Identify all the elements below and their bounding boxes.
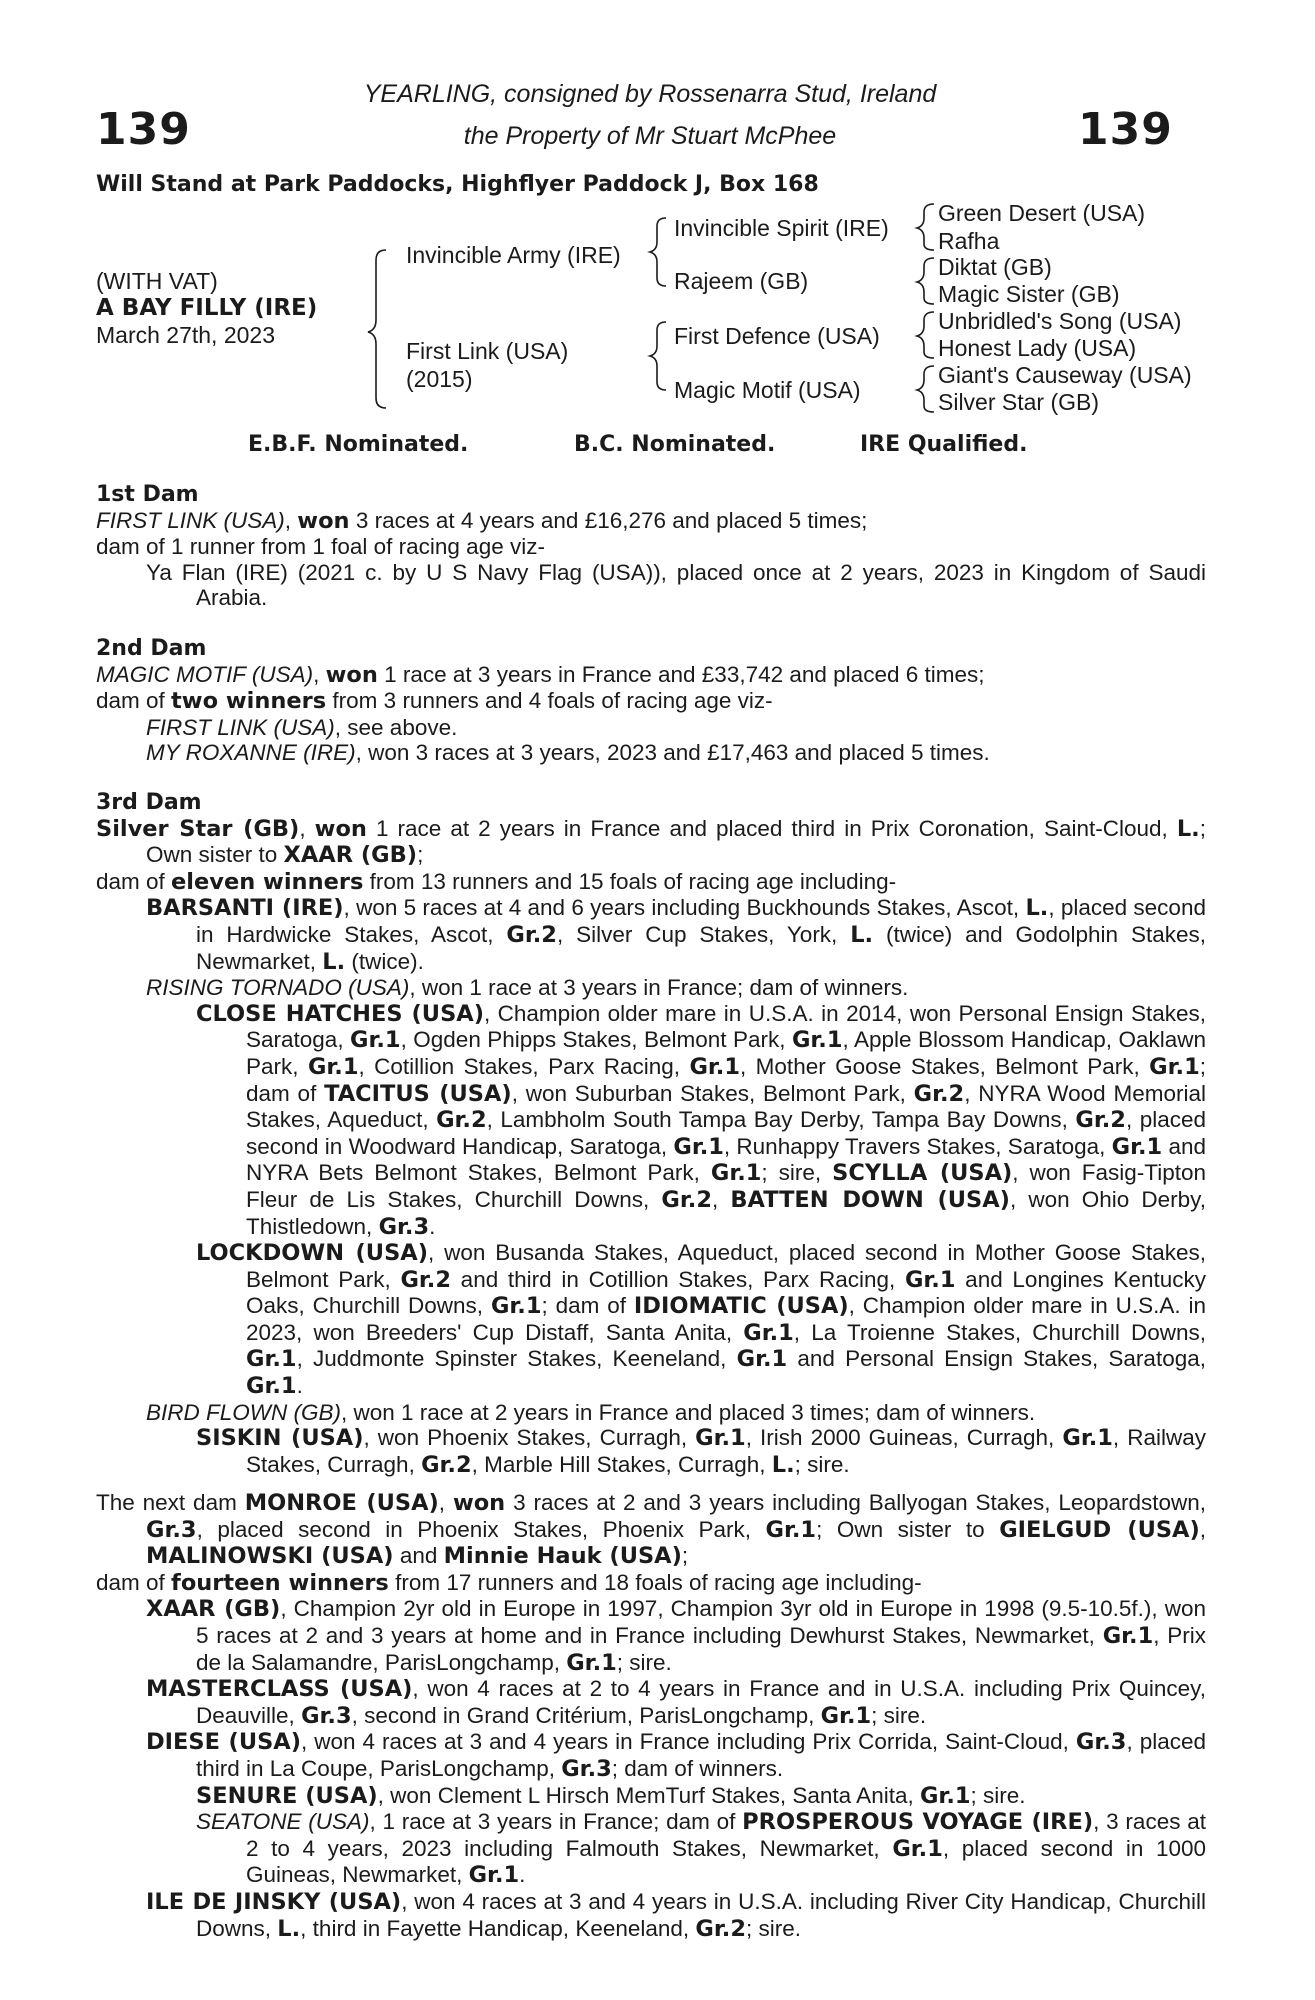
text: , Irish 2000 Guineas, Curragh, — [745, 1425, 1063, 1451]
text: , won 3 races at 3 years, 2023 and £17,463 and placed 5 times. — [355, 740, 990, 766]
grade: Gr.1 — [820, 1702, 872, 1729]
second-dam-name: MAGIC MOTIF (USA) — [96, 661, 314, 687]
progeny-name: FIRST LINK (USA) — [146, 714, 335, 740]
text: ; Own sister to — [146, 815, 1206, 868]
grade: Gr.1 — [1102, 1622, 1154, 1649]
text: from 13 runners and 15 foals of racing age including- — [363, 868, 897, 894]
grade: Gr.3 — [378, 1213, 430, 1240]
first-dam-produce-summary: dam of 1 runner from 1 foal of racing age viz- — [96, 534, 545, 560]
text: , won 1 race at 2 years in France and placed 3 times; dam of winners. — [341, 1399, 1036, 1425]
sire: Invincible Army (IRE) — [406, 242, 621, 268]
grade: Gr.1 — [892, 1835, 943, 1862]
lot-number-left: 139 — [96, 104, 191, 155]
text: , Cotillion Stakes, Parx Racing, — [358, 1053, 690, 1079]
text: ; — [417, 842, 424, 868]
grade: Gr.2 — [695, 1915, 746, 1942]
text: , placed second in Woodward Handicap, Saratoga, — [246, 1107, 1206, 1159]
grade: Gr.1 — [246, 1373, 297, 1400]
grade: Gr.1 — [350, 1027, 401, 1054]
progeny-name: SCYLLA (USA) — [832, 1160, 1013, 1187]
grade: Gr.3 — [146, 1516, 197, 1543]
third-dam-section: 3rd Dam Silver Star (GB), won 1 race at 2 years in France and placed third in Prix Coronation, Saint-Cloud, L.; Own sister to XAAR (GB); dam of eleven winners from 13 runners and 15 foals of racing age including- BARSANTI (IRE), won 5 races at 4 and 6 years including Buckhounds Stakes, Ascot, L., placed second in Hardwicke Stakes, Ascot, Gr.2, Silver Cup Stakes, York, L. (twice) and Godolphin Stakes, Newmarket, L. (twice). RISING TORNADO (USA), won 1 race at 3 years in France; dam of winners. CLOSE HATCHES (USA), Champion older mare in U.S.A. in 2014, won Personal Ensign Stakes, Saratoga, Gr.1, Ogden Phipps Stakes, Belmont Park, Gr.1, Apple Blossom Handicap, Oaklawn Park, Gr.1, Cotillion Stakes, Parx Racing, Gr.1, Mother Goose Stakes, Belmont Park, Gr.1; dam of TACITUS (USA), won Suburban Stakes, Belmont Park, Gr.2, NYRA Wood Memorial Stakes, Aqueduct, Gr.2, Lambholm South Tampa Bay Derby, Tampa Bay Downs, Gr.2, placed second in Woodward Handicap, Saratoga, Gr.1, Runhappy Travers Stakes, Saratoga, Gr.1 and NYRA Bets Belmont Stakes, Belmont Park, Gr.1; sire, SCYLLA (USA), won Fasig-Tipton Fleur de Lis Stakes, Churchill Downs, Gr.2, BATTEN DOWN (USA), won Ohio Derby, Thistledown, Gr.3. LOCKDOWN (USA), won Busanda Stakes, Aqueduct, placed second in Mother Goose Stakes, Belmont Park, Gr.2 and third in Cotillion Stakes, Parx Racing, Gr.1 and Longines Kentucky Oaks, Churchill Downs, Gr.1; dam of IDIOMATIC (USA), Champion older mare in U.S.A. in 2023, won Breeders' Cup Distaff, Santa Anita, Gr.1, La Troienne Stakes, Churchill Downs, Gr.1, Juddmonte Spinster Stakes, Keeneland, Gr.1 and Personal Ensign Stakes, Saratoga, Gr.1. BIRD FLOWN (GB), won 1 race at 2 years in France and placed 3 times; dam of winners. SISKIN (USA), won Phoenix Stakes, Curragh, Gr.1, Irish 2000 Guineas, Curragh, Gr.1, Railway Stakes, Curragh, Gr.2, Marble Hill Stakes, Curragh, L.; sire. — [96, 790, 1207, 1478]
text: , Prix de la Salamandre, ParisLongchamp, — [196, 1622, 1206, 1675]
text: ; sire, — [761, 1160, 833, 1186]
sibling-name: XAAR (GB) — [283, 842, 418, 869]
grade: Gr.1 — [468, 1862, 520, 1889]
text: , see above. — [334, 714, 458, 740]
sibling-name: MALINOWSKI (USA) — [146, 1543, 394, 1570]
text: ; Own sister to — [816, 1516, 1000, 1542]
grade: L. — [1025, 895, 1049, 922]
text: and Personal Ensign Stakes, Saratoga, — [787, 1346, 1206, 1372]
text: ; — [681, 1543, 689, 1569]
sire-sire-dam: Rafha — [938, 228, 1000, 254]
progeny-name: ILE DE JINSKY (USA) — [146, 1888, 402, 1915]
sibling-name: GIELGUD (USA) — [999, 1516, 1200, 1543]
text: from 17 runners and 18 foals of racing age including- — [388, 1569, 922, 1595]
grade: Gr.1 — [736, 1346, 788, 1373]
dam-sire-dam: Honest Lady (USA) — [938, 335, 1137, 361]
grade: Gr.2 — [506, 921, 557, 948]
text: ; sire. — [616, 1649, 672, 1675]
text: , — [1199, 1516, 1207, 1542]
first-dam-name: FIRST LINK (USA) — [96, 507, 285, 533]
next-dam-section: The next dam MONROE (USA), won 3 races at 2 and 3 years including Ballyogan Stakes, Leopardstown, Gr.3, placed second in Phoenix Stakes, Phoenix Park, Gr.1; Own sister to GIELGUD (USA), MALINOWSKI (USA) and Minnie Hauk (USA); dam of fourteen winners from 17 runners and 18 foals of racing age including- XAAR (GB), Champion 2yr old in Europe in 1997, Champion 3yr old in Europe in 1998 (9.5-10.5f.), won 5 races at 2 and 3 years at home and in France including Dewhurst Stakes, Newmarket, Gr.1, Prix de la Salamandre, ParisLongchamp, Gr.1; sire. MASTERCLASS (USA), won 4 races at 2 to 4 years in France and in U.S.A. including Prix Quincey, Deauville, Gr.3, second in Grand Critérium, ParisLongchamp, Gr.1; sire. DIESE (USA), won 4 races at 3 and 4 years in France including Prix Corrida, Saint-Cloud, Gr.3, placed third in La Coupe, ParisLongchamp, Gr.3; dam of winners. SENURE (USA), won Clement L Hirsch MemTurf Stakes, Santa Anita, Gr.1; sire. SEATONE (USA), 1 race at 3 years in France; dam of PROSPEROUS VOYAGE (IRE), 3 races at 2 to 4 years, 2023 including Falmouth Stakes, Newmarket, Gr.1, placed second in 1000 Guineas, Newmarket, Gr.1. ILE DE JINSKY (USA), won 4 races at 3 and 4 years in U.S.A. including River City Handicap, Churchill Downs, L., third in Fayette Handicap, Keeneland, Gr.2; sire. — [96, 1490, 1207, 1942]
progeny-name: CLOSE HATCHES (USA) — [196, 1000, 484, 1027]
text: dam of — [96, 688, 172, 714]
progeny-name: PROSPEROUS VOYAGE (IRE) — [742, 1809, 1094, 1836]
text: , Mother Goose Stakes, Belmont Park, — [740, 1053, 1150, 1079]
ebf-nomination: E.B.F. Nominated. — [248, 432, 469, 457]
grade: Gr.2 — [421, 1451, 472, 1478]
grade: Gr.3 — [1075, 1729, 1127, 1756]
grade: Gr.3 — [561, 1755, 612, 1782]
text: , placed second in Hardwicke Stakes, Ascot, — [196, 895, 1206, 947]
text: , won Ohio Derby, Thistledown, — [246, 1186, 1206, 1239]
grade: Gr.2 — [1075, 1107, 1126, 1134]
second-dam-heading: 2nd Dam — [96, 636, 207, 661]
second-dam-record: 1 race at 3 years in France and £33,742 and placed 6 times; — [377, 661, 985, 687]
text: ; sire. — [871, 1702, 927, 1728]
grade: Gr.1 — [566, 1649, 617, 1676]
grade: Gr.1 — [904, 1266, 956, 1293]
text: , Lambholm South Tampa Bay Derby, Tampa Bay Downs, — [486, 1107, 1076, 1133]
text: (twice). — [345, 948, 424, 974]
won-label: won — [452, 1490, 506, 1516]
progeny-name: MASTERCLASS (USA) — [146, 1676, 413, 1703]
text: ; dam of winners. — [611, 1755, 784, 1781]
text: 1 race at 2 years in France and placed third in Prix Coronation, Saint-Cloud, — [366, 815, 1177, 841]
text: ; dam of — [246, 1053, 1206, 1106]
dam-sire-sire: Unbridled's Song (USA) — [938, 308, 1182, 334]
grade: Gr.1 — [689, 1053, 741, 1080]
text: (twice) and Godolphin Stakes, Newmarket, — [196, 921, 1206, 974]
grade: Gr.2 — [661, 1186, 712, 1213]
first-dam-record: 3 races at 4 years and £16,276 and placed 5 times; — [349, 507, 868, 533]
text: , third in Fayette Handicap, Keeneland, — [300, 1915, 696, 1941]
sibling-name: Minnie Hauk (USA) — [443, 1543, 682, 1570]
third-dam-name: Silver Star (GB) — [96, 815, 300, 842]
second-dam-section: 2nd Dam MAGIC MOTIF (USA), won 1 race at 3 years in France and £33,742 and placed 6 times; dam of two winners from 3 runners and 4 foals of racing age viz- FIRST LINK (USA), see above. MY ROXANNE (IRE), won 3 races at 3 years, 2023 and £17,463 and placed 5 times. — [96, 636, 1206, 766]
grade: Gr.1 — [765, 1516, 817, 1543]
text: ; sire. — [970, 1782, 1026, 1808]
next-dam-name: MONROE (USA) — [244, 1490, 439, 1516]
text: The next dam — [96, 1490, 245, 1515]
text: and NYRA Bets Belmont Stakes, Belmont Park, — [246, 1133, 1206, 1186]
text: 3 races at 2 and 3 years including Ballyogan Stakes, Leopardstown, — [505, 1490, 1206, 1515]
text: from 3 runners and 4 foals of racing age viz- — [326, 688, 773, 714]
grade: L. — [322, 948, 346, 975]
text: dam of — [96, 868, 172, 894]
text: and Longines Kentucky Oaks, Churchill Downs, — [246, 1266, 1206, 1319]
text: , won 4 races at 2 to 4 years in France and in U.S.A. including Prix Quincey, Deauville, — [196, 1676, 1206, 1728]
text: , Runhappy Travers Stakes, Saratoga, — [723, 1133, 1112, 1159]
text: , 1 race at 3 years in France; dam of — [369, 1809, 743, 1835]
text: , won Fasig-Tipton Fleur de Lis Stakes, Churchill Downs, — [246, 1160, 1206, 1212]
grade: Gr.2 — [400, 1266, 451, 1293]
ire-qualified: IRE Qualified. — [860, 432, 1028, 457]
vat-note: (WITH VAT) — [96, 268, 218, 294]
stand-location: Will Stand at Park Paddocks, Highflyer Paddock J, Box 168 — [96, 172, 819, 197]
text: , won 1 race at 3 years in France; dam of winners. — [409, 975, 909, 1001]
text: , Champion older mare in U.S.A. in 2023, won Breeders' Cup Distaff, Santa Anita, — [246, 1293, 1207, 1345]
text: and third in Cotillion Stakes, Parx Racing, — [451, 1266, 905, 1292]
grade: Gr.1 — [1149, 1053, 1200, 1080]
text: , Railway Stakes, Curragh, — [246, 1425, 1206, 1477]
grade: L. — [850, 921, 874, 948]
progeny-name: DIESE (USA) — [146, 1729, 301, 1756]
won-label: won — [297, 507, 350, 534]
foaling-date: March 27th, 2023 — [96, 322, 276, 348]
progeny-name: LOCKDOWN (USA) — [196, 1240, 428, 1267]
progeny-name: SENURE (USA) — [196, 1782, 378, 1809]
dam-year: (2015) — [406, 366, 473, 392]
text: , Champion older mare in U.S.A. in 2014, won Personal Ensign Stakes, Saratoga, — [246, 1000, 1206, 1053]
text: , Ogden Phipps Stakes, Belmont Park, — [400, 1027, 792, 1053]
text: , Apple Blossom Handicap, Oaklawn Park, — [246, 1027, 1206, 1079]
first-dam-progeny: Ya Flan (IRE) (2021 c. by U S Navy Flag (USA)), placed once at 2 years, 2023 in Kingdom of Saudi Arabia. — [146, 559, 1206, 611]
grade: Gr.3 — [301, 1702, 352, 1729]
dam-sire: First Defence (USA) — [674, 323, 880, 349]
progeny-name: BARSANTI (IRE) — [146, 895, 344, 922]
text: , — [711, 1186, 719, 1212]
property-line: the Property of Mr Stuart McPhee — [463, 122, 837, 150]
progeny-name: XAAR (GB) — [146, 1596, 281, 1623]
text: . — [429, 1213, 436, 1239]
text: and — [393, 1543, 444, 1569]
text: ; sire. — [794, 1451, 850, 1477]
progeny-name: BATTEN DOWN (USA) — [730, 1186, 1010, 1213]
progeny-name: IDIOMATIC (USA) — [633, 1293, 849, 1320]
text: . — [519, 1862, 526, 1888]
progeny-name: BIRD FLOWN (GB) — [146, 1399, 341, 1425]
text: ; dam of — [541, 1293, 634, 1319]
progeny-name: SEATONE (USA) — [196, 1809, 370, 1835]
progeny-name: RISING TORNADO (USA) — [146, 975, 410, 1001]
grade: Gr.1 — [673, 1133, 724, 1160]
first-dam-heading: 1st Dam — [96, 482, 199, 507]
grade: Gr.1 — [695, 1425, 746, 1452]
text: , placed second in 1000 Guineas, Newmarket, — [246, 1835, 1207, 1888]
grade: Gr.1 — [743, 1319, 794, 1346]
text: , won 5 races at 4 and 6 years including Buckhounds Stakes, Ascot, — [343, 895, 1026, 921]
grade: L. — [1176, 815, 1200, 842]
winners-count: fourteen winners — [171, 1569, 389, 1596]
text: , Marble Hill Stakes, Curragh, — [471, 1451, 772, 1477]
grade: Gr.1 — [710, 1160, 762, 1187]
text: , Silver Cup Stakes, York, — [556, 921, 851, 947]
progeny-name: SISKIN (USA) — [196, 1425, 364, 1452]
dam-dam-dam: Silver Star (GB) — [938, 389, 1100, 415]
consignor-line: YEARLING, consigned by Rossenarra Stud, Ireland — [363, 80, 937, 108]
sire-dam-dam: Magic Sister (GB) — [938, 281, 1120, 307]
text: ; sire. — [745, 1915, 801, 1941]
first-dam-section: 1st Dam FIRST LINK (USA), won 3 races at 4 years and £16,276 and placed 5 times; dam of 1 runner from 1 foal of racing age viz- Ya Flan (IRE) (2021 c. by U S Navy Flag (USA)), placed once at 2 years, 2023 in Kingdom of Saudi Arabia. — [96, 482, 1206, 611]
winners-count: two winners — [171, 688, 327, 715]
text: , won 4 races at 3 and 4 years in U.S.A. including River City Handicap, Churchill Downs, — [196, 1888, 1206, 1941]
text: , La Troienne Stakes, Churchill Downs, — [793, 1319, 1206, 1345]
grade: Gr.2 — [913, 1080, 965, 1107]
sire-dam: Rajeem (GB) — [674, 268, 809, 294]
won-label: won — [325, 661, 378, 688]
text: , Champion 2yr old in Europe in 1997, Champion 3yr old in Europe in 1998 (9.5-10.5f.), won 5 races at 2 and 3 years at home and in France including Dewhurst Stakes, Newmarket, — [196, 1596, 1206, 1648]
text: , Juddmonte Spinster Stakes, Keeneland, — [296, 1346, 737, 1372]
sire-sire-sire: Green Desert (USA) — [938, 200, 1146, 226]
dam-dam: Magic Motif (USA) — [674, 377, 861, 403]
progeny-name: TACITUS (USA) — [324, 1080, 512, 1107]
grade: Gr.1 — [307, 1053, 359, 1080]
text: , NYRA Wood Memorial Stakes, Aqueduct, — [246, 1080, 1206, 1133]
text: dam of — [96, 1569, 172, 1595]
dam: First Link (USA) — [406, 338, 569, 364]
lot-number-right: 139 — [1078, 104, 1173, 155]
grade: L. — [277, 1915, 301, 1942]
grade: Gr.1 — [490, 1293, 542, 1320]
grade: Gr.1 — [791, 1027, 843, 1054]
text: , won Clement L Hirsch MemTurf Stakes, Santa Anita, — [377, 1782, 920, 1808]
grade: Gr.2 — [436, 1107, 487, 1134]
text: . — [296, 1373, 303, 1399]
text: , won 4 races at 3 and 4 years in France including Prix Corrida, Saint-Cloud, — [301, 1729, 1076, 1755]
won-label: won — [314, 815, 367, 842]
grade: Gr.1 — [919, 1782, 971, 1809]
horse-name: A BAY FILLY (IRE) — [96, 295, 318, 321]
grade: Gr.1 — [246, 1346, 297, 1373]
text: , won Suburban Stakes, Belmont Park, — [511, 1080, 914, 1106]
text: , won Busanda Stakes, Aqueduct, placed second in Mother Goose Stakes, Belmont Park, — [246, 1240, 1206, 1292]
text: , placed second in Phoenix Stakes, Phoenix Park, — [196, 1516, 766, 1542]
dam-dam-sire: Giant's Causeway (USA) — [938, 362, 1192, 388]
text: , placed third in La Coupe, ParisLongchamp, — [196, 1729, 1206, 1781]
third-dam-heading: 3rd Dam — [96, 790, 202, 815]
sire-dam-sire: Diktat (GB) — [938, 254, 1052, 280]
grade: Gr.1 — [1062, 1425, 1113, 1452]
grade: L. — [771, 1451, 795, 1478]
text: , won Phoenix Stakes, Curragh, — [363, 1425, 696, 1451]
sire-sire: Invincible Spirit (IRE) — [674, 215, 889, 241]
text: , second in Grand Critérium, ParisLongchamp, — [351, 1702, 821, 1728]
bc-nomination: B.C. Nominated. — [574, 432, 776, 457]
winners-count: eleven winners — [171, 868, 364, 895]
grade: Gr.1 — [1111, 1133, 1163, 1160]
progeny-name: MY ROXANNE (IRE) — [146, 740, 356, 766]
text: , 3 races at 2 to 4 years, 2023 including Falmouth Stakes, Newmarket, — [246, 1809, 1206, 1861]
